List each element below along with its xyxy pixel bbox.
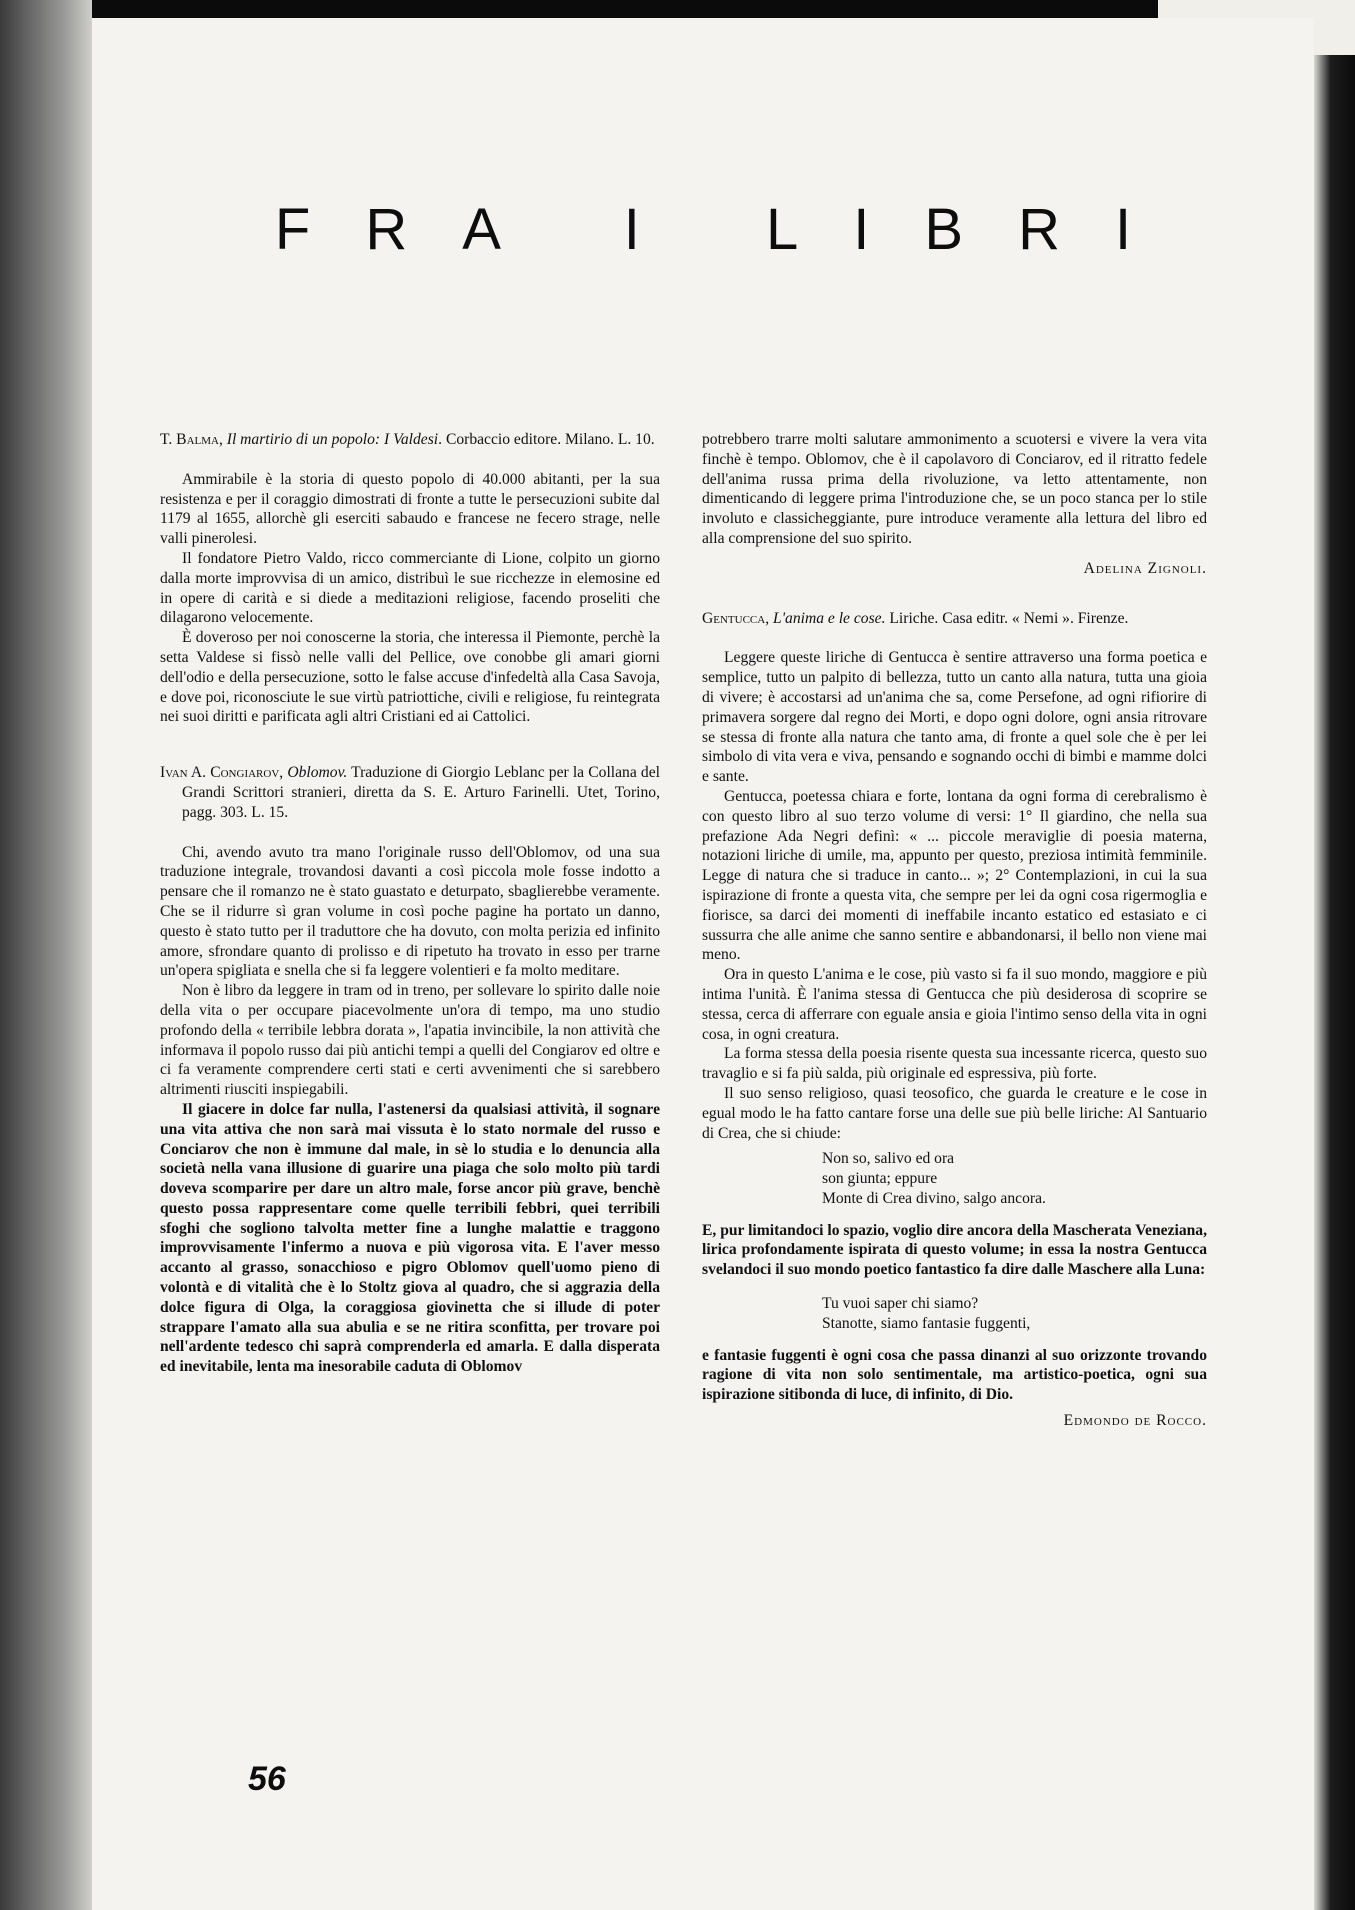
review3-citation (702, 609, 1207, 629)
review2-paragraph: Chi, avendo avuto tra mano l'originale russo dell'Oblomov, od una sua traduzione integrale, trovandosi davanti a così piccola mole fosse indotto a pensare che il romanzo ne è stato guastato e deturpato, sbaglierebbe veramente. Che se il ridurre sì gran volume in così poche pagine ha portato un danno, questo è stato tutto per il traduttore che ha dovuto, con molta perizia ed infinito amore, sfrondare quanto di prolisso e di ripetuto ha trovato in esso per trarne un'opera spigliata e snella che si fa leggere volentieri e fa molto meditare. (160, 843, 660, 980)
review3-paragraph-mascherata: E, pur limitandoci lo spazio, voglio dire ancora della Mascherata Veneziana, lirica profondamente ispirata di questo volume; in essa la nostra Gentucca svelandoci il suo mondo poetico fantastico fa dire dalle Maschere alla Luna: (702, 1221, 1207, 1279)
review1-paragraph: È doveroso per noi conoscerne la storia, che interessa il Piemonte, perchè la setta Valdese si fissò nelle valli del Pellice, ove conobbe gli amari giorni dell'odio e della persecuzione, sotto le false accuse d'infedeltà alla Casa Savoja, e dove poi, riconosciute le sue virtù patriottiche, civili e religiose, fu reintegrata nei suoi diritti e parificata agli altri Cristiani ed ai Cattolici. (160, 629, 660, 726)
review1-title: Il martirio di un popolo: I Valdesi (226, 431, 439, 448)
review3-paragraph: Ora in questo L'anima e le cose, più vasto si fa il suo mondo, maggiore e più intima l'unità. È l'anima stessa di Gentucca che più desiderosa di scoprire se stessa, cerca di afferrare con eguale ansia e gioia l'intimo senso della vita in ogni cosa, in ogni creatura. (702, 966, 1207, 1043)
review3-paragraph: Leggere queste liriche di Gentucca è sentire attraverso una forma poetica e semplice, tutto un palpito di bellezza, tutto un canto alla natura, tutta una gioia di vivere; è accostarsi ad un'anima che sa, come Persefone, ad ogni rifiorire di primavera sorgere dal regno dei Morti, e dopo ogni dolore, ogni ansia ritrovare se stessa di fronte alla natura che tanto ama, di fronte a quel sole che è per lei simbolo di vita vera e viva, pensando e sognando occhi di bimbi e mamme dolci e sante. (702, 649, 1207, 786)
scan-top-border (0, 0, 1160, 18)
verse-santuario (822, 1149, 1207, 1208)
continuation-paragraph: potrebbero trarre molti salutare ammonimento a scuotersi e vivere la vera vita finchè è tempo. Oblomov, che è il capolavoro di Conciarov, ed il ritratto fedele dell'anima russa prima della rivoluzione, va letto attentamente, non dimenticando di leggere prima l'introduzione che, se un poco stanca per lo stile involuto e classicheggiante, pure introduce veramente alla lettura del libro ed alla comprensione del suo spirito. (702, 431, 1207, 547)
verse-line: son giunta; eppure (822, 1170, 938, 1188)
left-column (160, 430, 660, 1377)
verse-line: Monte di Crea divino, salgo ancora. (822, 1189, 1046, 1207)
review3-paragraph-closing: e fantasie fuggenti è ogni cosa che passa dinanzi al suo orizzonte trovando ragione di vita non solo sentimentale, ma artistico-poetica, ogni sua ispirazione sitibonda di luce, di infinito, di Dio. (702, 1346, 1207, 1404)
review1-author: T. Balma (160, 431, 219, 448)
verse-line: Stanotte, siamo fantasie fuggenti, (822, 1314, 1031, 1332)
right-column (702, 430, 1207, 1461)
review3-paragraph: La forma stessa della poesia risente questa sua incessante ricerca, questo suo travaglio e si fa più salda, più originale ed espressiva, più forte. (702, 1045, 1207, 1083)
review2-paragraph: Il giacere in dolce far nulla, l'astenersi da qualsiasi attività, il sognare una vita attiva che non sarà mai vissuta è lo stato normale del russo e Conciarov che non è immune dal male, in sè lo studia e lo denuncia alla società nella vana illusione di guarire una piaga che solo molto più tardi doveva scomparire per dare un altro male, forse ancor più grave, benchè questo possa rappresentare come quelle terribili febbri, quei terribili sfoghi che sogliono talvolta metter fine a lunghe malattie e traggono improvvisamente l'infermo a nuova e più vigorosa vita. E l'aver messo accanto al grasso, sonacchioso e pigro Oblomov quell'uomo pieno di volontà e di vitalità che è lo Stoltz giova al quadro, che si aggrazia della dolce figura di Olga, la coraggiosa giovinetta che si illude di poter strappare l'amato alla sua abulia e se ne ritira sconfitta, per trovare poi nell'ardente tedesco chi saprà comprenderla ed amarla. E dalla disperata ed inevitabile, lenta ma inesorabile caduta di Oblomov (160, 1100, 660, 1376)
review3-paragraph: Gentucca, poetessa chiara e forte, lontana da ogni forma di cerebralismo è con questo libro al suo terzo volume di versi: 1° Il giardino, che nella sua prefazione Ada Negri definì: « ... piccole meraviglie di poesia materna, notazioni liriche di umile, ma, appunto per questo, preziosa intimità femminile. Legge di natura che si traduce in canto... »; 2° Contemplazioni, in cui la sua ispirazione di fronte a questa vita, che sempre per lei da ogni cosa rigermoglia e fiorisce, sa darci dei momenti di ineffabile incanto estatico ed estasiato e ci sussurra che alle anime che sanno sentire e abbandonarsi, il bello non viene mai meno. (702, 787, 1207, 964)
review2-paragraph: Non è libro da leggere in tram od in treno, per sollevare lo spirito dalle noie della vita o per occupare piacevolmente un'ora di tempo, ma uno studio profondo della « terribile lebbra dorata », l'apatia invincibile, la non attività che informava il popolo russo dai più antichi tempi a quelli del Congiarov ed oltre e ci fa veramente comprendere certi stati e certi avvenimenti che si sarebbero altrimenti riusciti inspiegabili. (160, 982, 660, 1099)
signature-de-rocco: Edmondo de Rocco. (1063, 1412, 1207, 1430)
verse-mascherata (822, 1294, 1207, 1334)
review2-author: Ivan A. Congiarov, (160, 764, 284, 782)
verse-line: Non so, salivo ed ora (822, 1150, 955, 1168)
scan-left-border (0, 0, 92, 1910)
scan-right-border (1314, 55, 1355, 1910)
review3-paragraph: Il suo senso religioso, quasi teosofico, che guarda le creature e le cose in egual modo le ha fatto cantare forse una delle sue più belle liriche: Al Santuario di Crea, che si chiude: (702, 1084, 1207, 1142)
page-number: 56 (248, 1760, 286, 1798)
section-heading: FRA I LIBRI (274, 197, 1187, 262)
review1-paragraph: Il fondatore Pietro Valdo, ricco commerciante di Lione, colpito un giorno dalla morte improvvisa di un amico, distribuì le sue ricchezze in elemosine ed in opere di carità e si diede a meditazioni religiose, facendo proseliti che dilagarono velocemente. (160, 549, 660, 627)
review1-publisher: Corbaccio editore. Milano. L. 10. (445, 431, 655, 448)
signature-zignoli: Adelina Zignoli. (1083, 559, 1207, 577)
review3-author: Gentucca, (702, 609, 770, 627)
review2-publisher: Traduzione di Giorgio Leblanc per la Collana del Grandi Scrittori stranieri, diretta da S. E. Arturo Farinelli. Utet, Torino, pagg. 303. L. 15. (182, 764, 660, 821)
review2-citation (160, 763, 660, 822)
review1-paragraph: Ammirabile è la storia di questo popolo di 40.000 abitanti, per la sua resistenza e per il coraggio dimostrati di fronte a tutte le persecuzioni subite dal 1179 al 1655, allorchè gli eserciti sabaudo e francese ne fecero strage, nelle valli pinerolesi. (160, 470, 660, 548)
verse-line: Tu vuoi saper chi siamo? (822, 1295, 979, 1313)
review2-title: Oblomov. (287, 764, 348, 782)
review3-title: L'anima e le cose. (773, 609, 886, 627)
review3-publisher: Liriche. Casa editr. « Nemi ». Firenze. (889, 609, 1129, 627)
review1-citation: T. Balma, Il martirio di un popolo: I Valdesi. Corbaccio editore. Milano. L. 10. (160, 431, 655, 448)
